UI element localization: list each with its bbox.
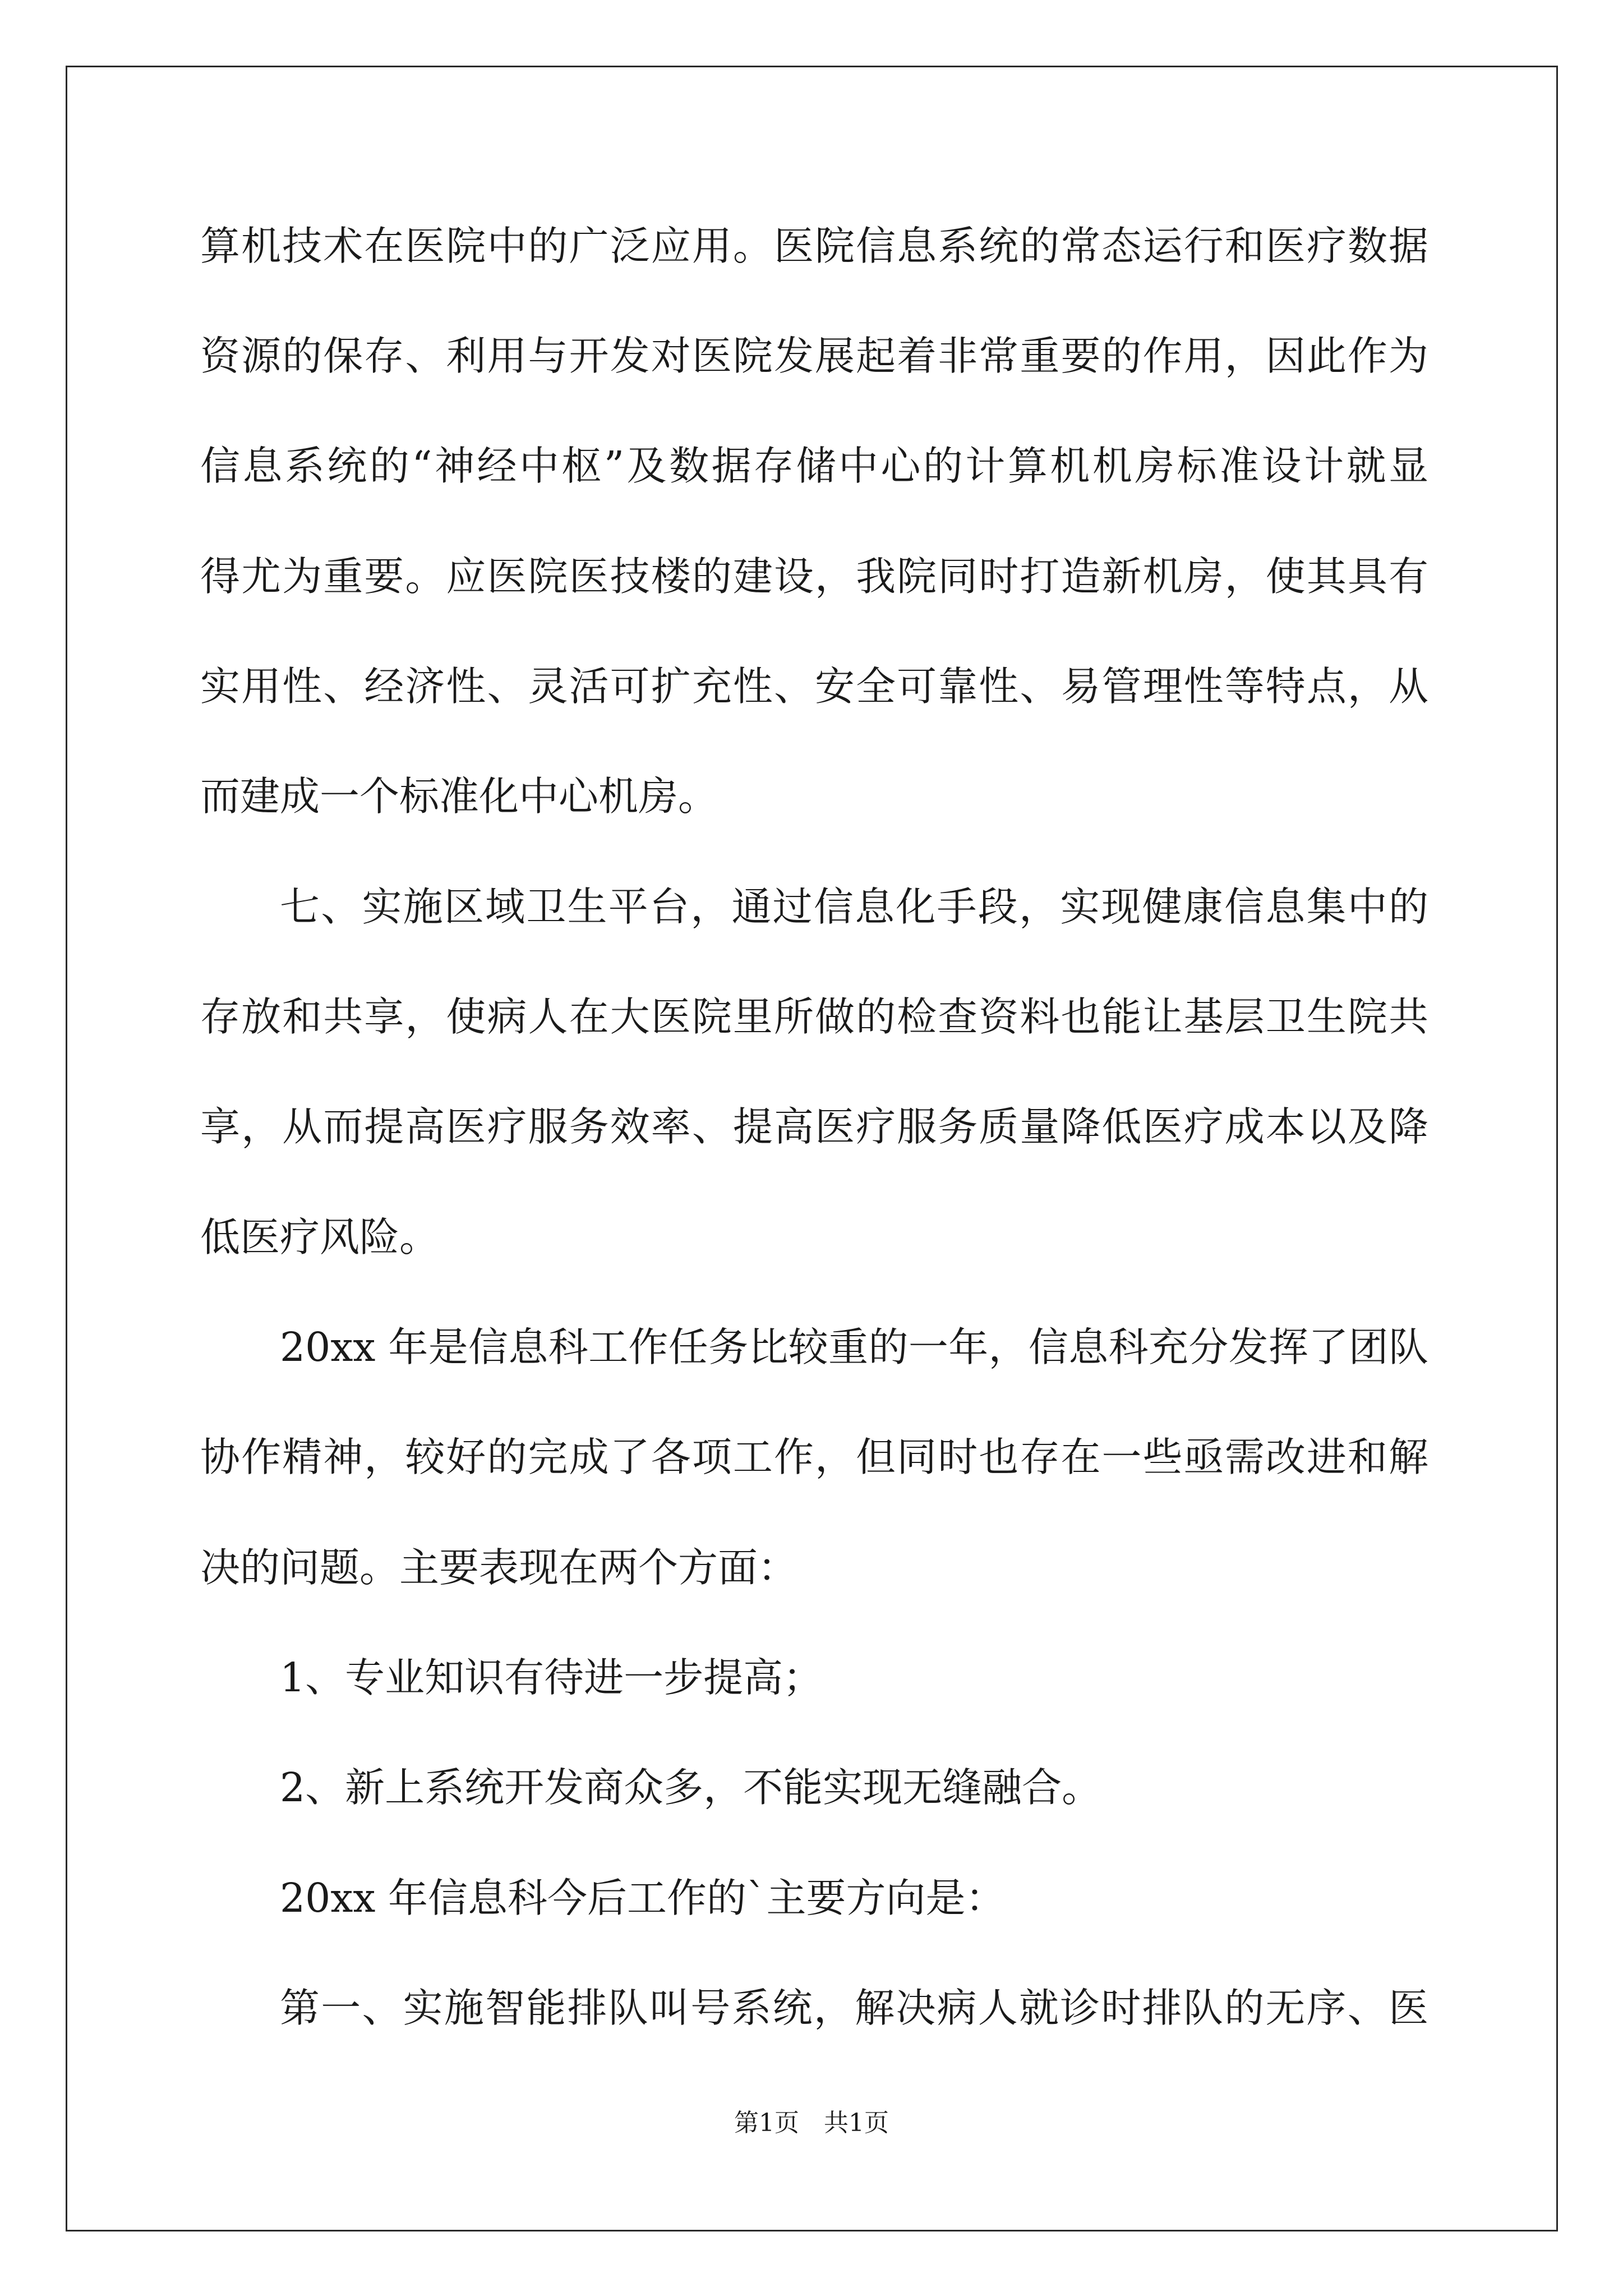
text-line: 协作精神，较好的完成了各项工作，但同时也存在一些亟需改进和解: [200, 1434, 1428, 1480]
paragraph-start-line: 20xx 年信息科今后工作的`主要方向是：: [280, 1875, 1006, 1921]
text-line: 得尤为重要。应医院医技楼的建设，我院同时打造新机房，使其具有: [200, 553, 1428, 600]
text-line: 而建成一个标准化中心机房。: [200, 773, 718, 820]
text-line: 决的问题。主要表现在两个方面：: [200, 1544, 798, 1591]
text-line: 实用性、经济性、灵活可扩充性、安全可靠性、易管理性等特点，从: [200, 663, 1428, 710]
text-line: 低医疗风险。: [200, 1214, 440, 1260]
text-line: 资源的保存、利用与开发对医院发展起着非常重要的作用，因此作为: [200, 333, 1428, 379]
list-item-1: 1、专业知识有待进一步提高；: [280, 1654, 823, 1701]
text-line: 享，从而提高医疗服务效率、提高医疗服务质量降低医疗成本以及降: [200, 1103, 1428, 1150]
paragraph-start-line: 七、实施区域卫生平台，通过信息化手段，实现健康信息集中的: [280, 884, 1428, 930]
paragraph-start-line: 第一、实施智能排队叫号系统，解决病人就诊时排队的无序、医: [280, 1985, 1428, 2031]
list-item-2: 2、新上系统开发商众多，不能实现无缝融合。: [280, 1764, 1102, 1811]
text-line: 算机技术在医院中的广泛应用。医院信息系统的常态运行和医疗数据: [200, 223, 1428, 269]
text-line: 信息系统的“神经中枢”及数据存储中心的计算机机房标准设计就显: [200, 443, 1428, 489]
text-line: 存放和共享，使病人在大医院里所做的检查资料也能让基层卫生院共: [200, 993, 1428, 1040]
paragraph-start-line: 20xx 年是信息科工作任务比较重的一年，信息科充分发挥了团队: [280, 1324, 1428, 1370]
page-number-footer: 第1页 共1页: [734, 2109, 889, 2137]
